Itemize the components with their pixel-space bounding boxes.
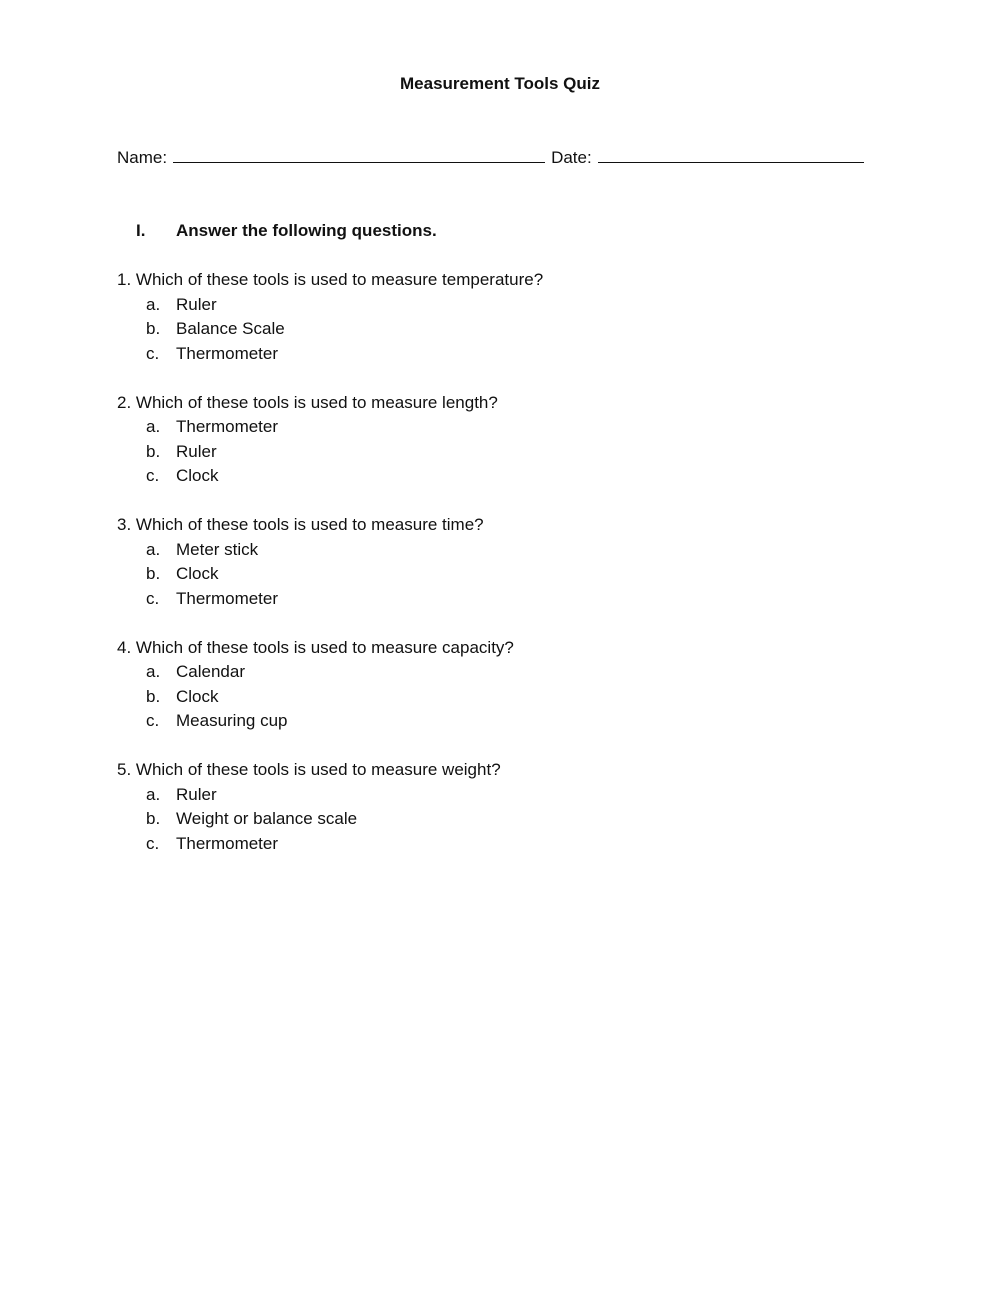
date-label: Date: <box>551 148 592 167</box>
answer-option[interactable] <box>117 660 937 685</box>
option-label: Thermometer <box>176 343 279 363</box>
question-item <box>117 636 937 734</box>
option-label: Ruler <box>176 294 217 314</box>
section-heading <box>136 220 437 242</box>
option-letter: a. <box>146 294 161 314</box>
question-item <box>117 391 937 489</box>
name-field[interactable] <box>173 146 545 163</box>
option-label: Ruler <box>176 441 217 461</box>
date-field[interactable] <box>598 146 864 163</box>
option-letter: b. <box>146 686 161 706</box>
answer-option[interactable] <box>117 685 937 710</box>
option-letter: c. <box>146 711 160 730</box>
option-letter: b. <box>146 319 161 338</box>
option-letter: a. <box>146 417 161 436</box>
answer-option[interactable] <box>117 415 937 440</box>
answer-option[interactable] <box>117 587 937 612</box>
option-label: Measuring cup <box>176 711 288 730</box>
option-label: Clock <box>176 564 219 583</box>
option-letter: c. <box>146 343 160 363</box>
option-letter: b. <box>146 441 161 461</box>
questions-list <box>117 268 937 881</box>
option-label: Ruler <box>176 784 217 804</box>
section-heading-text: Answer the following questions. <box>176 221 437 240</box>
answer-option[interactable] <box>117 783 937 808</box>
answer-option[interactable] <box>117 293 937 318</box>
page-title: Measurement Tools Quiz <box>400 74 600 93</box>
option-letter: c. <box>146 466 160 485</box>
answer-option[interactable] <box>117 562 937 587</box>
option-label: Thermometer <box>176 588 279 608</box>
option-label: Balance Scale <box>176 319 285 338</box>
question-item <box>117 513 937 611</box>
option-letter: a. <box>146 539 161 559</box>
option-label: Thermometer <box>176 833 279 853</box>
question-text: 2. Which of these tools is used to measure length? <box>117 392 498 412</box>
question-text: 5. Which of these tools is used to measure weight? <box>117 760 501 779</box>
option-label: Clock <box>176 466 219 485</box>
question-text: 4. Which of these tools is used to measure capacity? <box>117 637 514 657</box>
question-item <box>117 758 937 856</box>
answer-option[interactable] <box>117 464 937 489</box>
answer-option[interactable] <box>117 317 937 342</box>
option-label: Thermometer <box>176 417 279 436</box>
option-letter: a. <box>146 662 161 681</box>
answer-option[interactable] <box>117 709 937 734</box>
answer-option[interactable] <box>117 440 937 465</box>
name-date-line <box>117 146 870 169</box>
option-letter: a. <box>146 784 161 804</box>
question-item <box>117 268 937 366</box>
answer-option[interactable] <box>117 342 937 367</box>
option-letter: b. <box>146 564 161 583</box>
option-label: Calendar <box>176 662 245 681</box>
name-label: Name: <box>117 148 168 167</box>
section-numeral: I. <box>136 221 146 240</box>
option-label: Meter stick <box>176 539 259 559</box>
option-letter: b. <box>146 809 161 828</box>
question-text: 1. Which of these tools is used to measure temperature? <box>117 270 544 289</box>
option-label: Weight or balance scale <box>176 809 358 828</box>
answer-option[interactable] <box>117 807 937 832</box>
answer-option[interactable] <box>117 538 937 563</box>
option-letter: c. <box>146 833 160 853</box>
option-letter: c. <box>146 588 160 608</box>
option-label: Clock <box>176 686 219 706</box>
answer-option[interactable] <box>117 832 937 857</box>
question-text: 3. Which of these tools is used to measure time? <box>117 515 484 534</box>
